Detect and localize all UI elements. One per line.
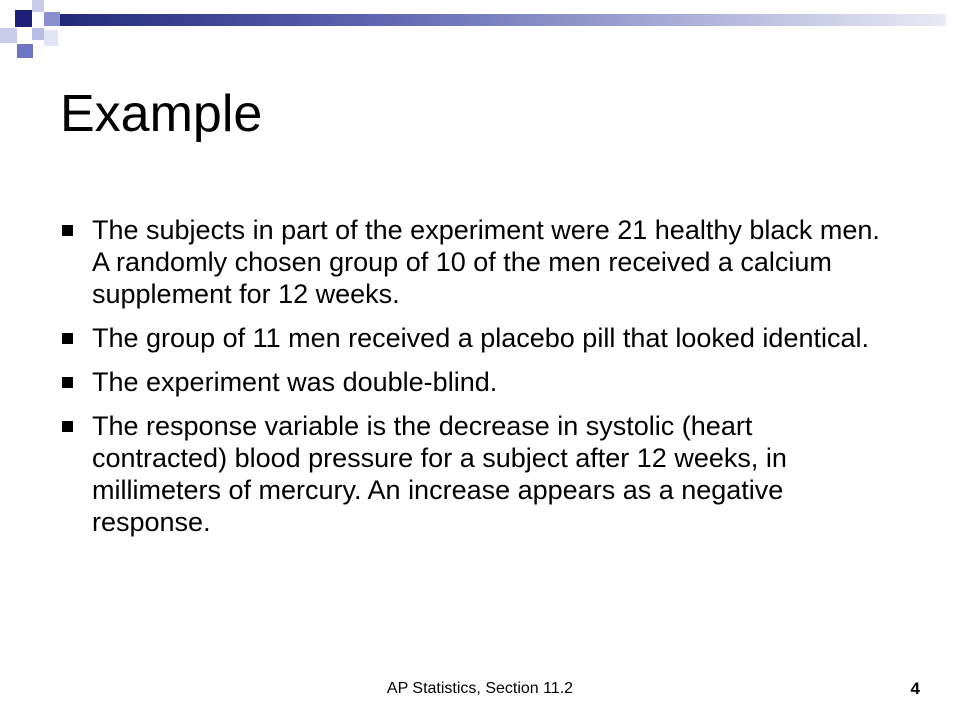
square-bullet-icon [62, 225, 73, 236]
square-bullet-icon [62, 421, 73, 432]
decorative-square [44, 12, 60, 26]
bullet-item [62, 214, 892, 310]
slide-title: Example [60, 85, 263, 143]
bullet-text: The response variable is the decrease in systolic (heart contracted) blood pressure for a subject after 12 weeks, in millimeters of mercury. An increase appears as a negative response. [92, 411, 787, 537]
footer-text: AP Statistics, Section 11.2 [386, 680, 574, 697]
bullet-list [62, 214, 892, 550]
bullet-text: The subjects in part of the experiment were 21 healthy black men. A randomly chosen group of 10 of the men received a calcium supplement for 12 weeks. [92, 215, 880, 309]
decorative-square [0, 28, 17, 43]
bullet-item [62, 322, 892, 354]
decorative-square [17, 44, 33, 58]
decorative-square [32, 0, 44, 12]
bullet-item [62, 366, 892, 398]
bullet-item [62, 410, 892, 538]
bullet-text: The experiment was double-blind. [92, 367, 498, 397]
square-bullet-icon [62, 377, 73, 388]
header-gradient-bar [60, 14, 946, 26]
page-number: 4 [910, 679, 920, 698]
decorative-square [15, 10, 32, 27]
decorative-square [32, 28, 44, 40]
decorative-square [44, 30, 58, 46]
square-bullet-icon [62, 333, 73, 344]
bullet-text: The group of 11 men received a placebo pill that looked identical. [92, 323, 869, 353]
